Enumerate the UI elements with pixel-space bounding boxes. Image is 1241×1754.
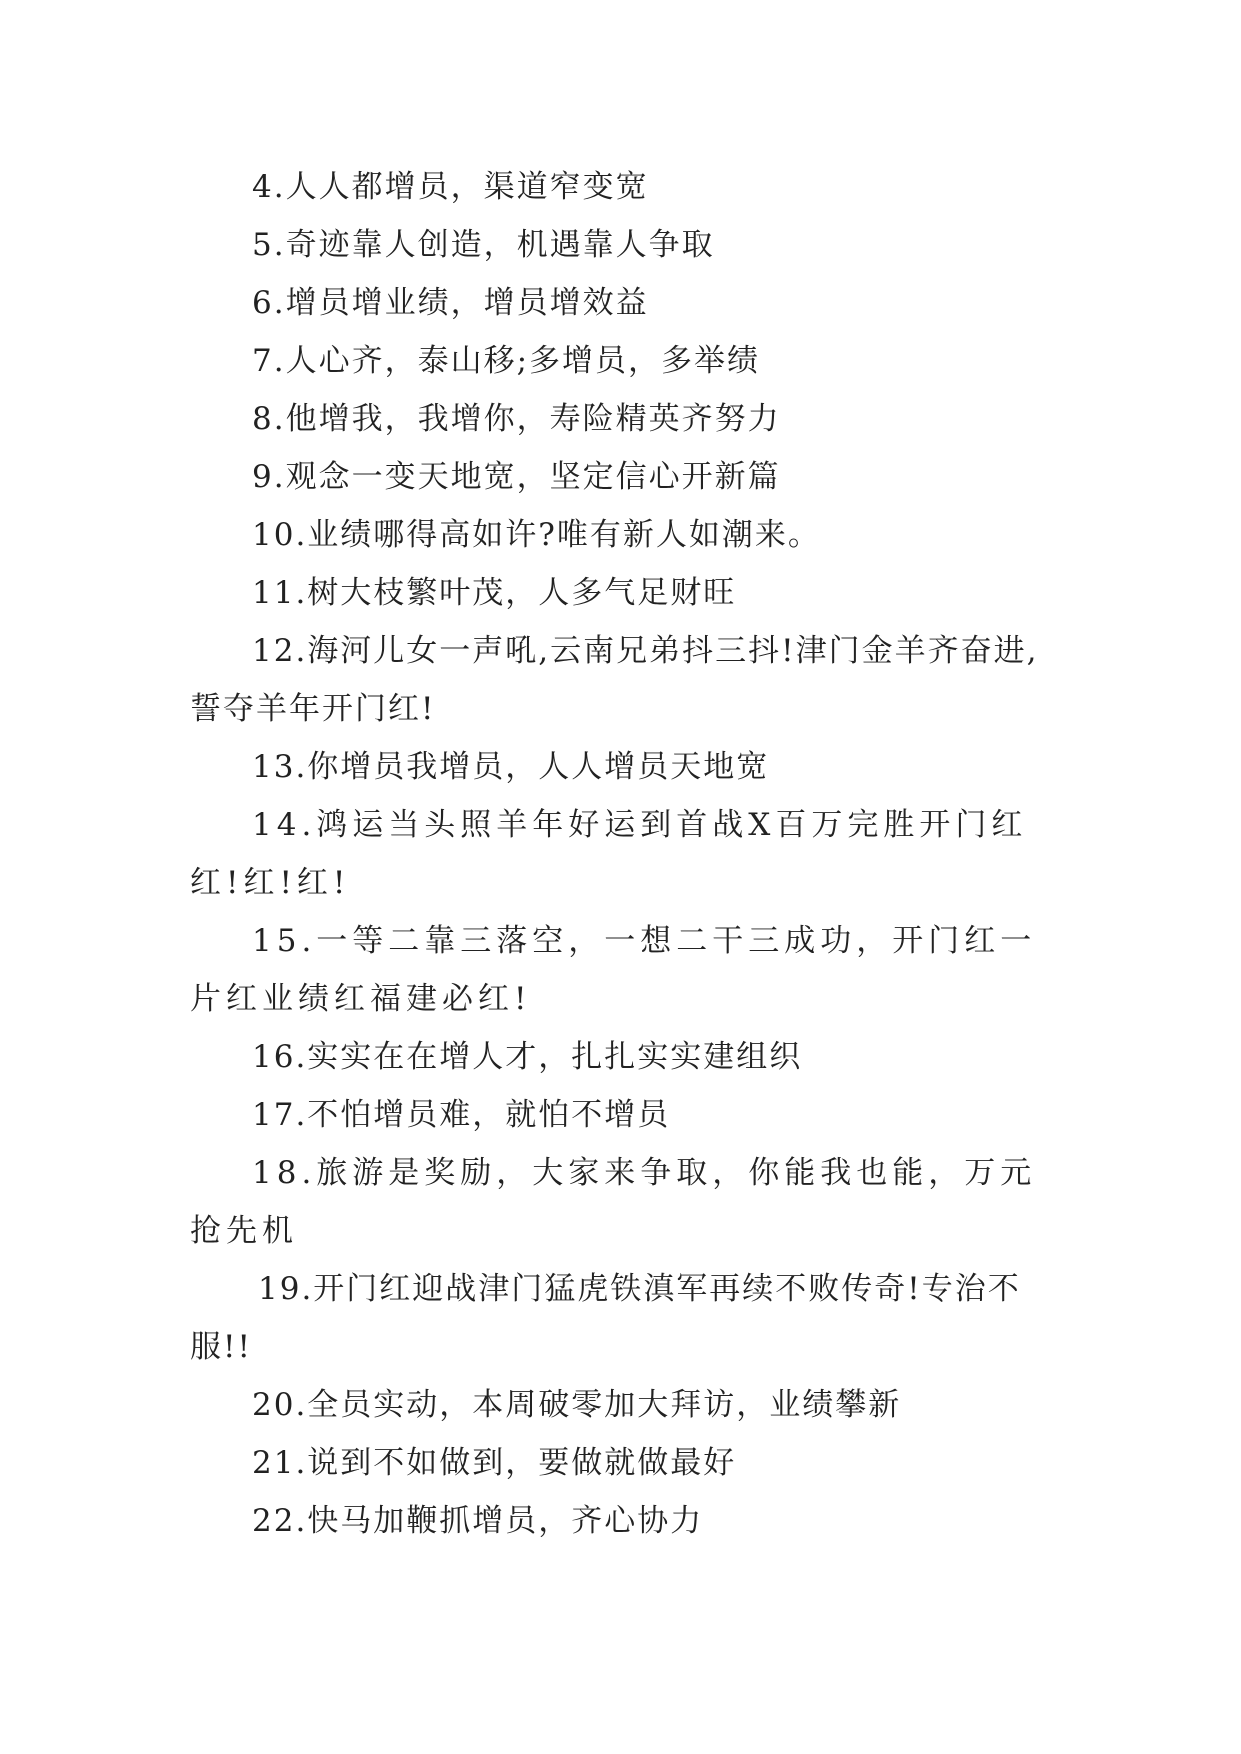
list-item: 11.树大枝繁叶茂，人多气足财旺: [252, 575, 737, 611]
list-item: 4.人人都增员，渠道窄变宽: [252, 169, 649, 205]
list-item: 18.旅游是奖励，大家来争取，你能我也能，万元抢先机: [190, 1155, 1037, 1249]
list-item: 12.海河儿女一声吼,云南兄弟抖三抖!津门金羊齐奋进,誓夺羊年开门红!: [190, 633, 1039, 727]
document-body: [190, 158, 1050, 1550]
list-item: 13.你增员我增员，人人增员天地宽: [252, 749, 770, 785]
list-item: 14.鸿运当头照羊年好运到首战X百万完胜开门红红!红!红!: [190, 807, 1028, 901]
list-item: 5.奇迹靠人创造，机遇靠人争取: [252, 227, 715, 263]
list-item: 17.不怕增员难，就怕不增员: [252, 1097, 671, 1133]
list-item: 22.快马加鞭抓增员，齐心协力: [252, 1503, 704, 1539]
list-item: 15.一等二靠三落空，一想二干三成功，开门红一片红业绩红福建必红!: [190, 923, 1037, 1017]
list-item: 9.观念一变天地宽，坚定信心开新篇: [252, 459, 781, 495]
list-item: 7.人心齐，泰山移;多增员，多举绩: [252, 343, 761, 379]
list-item: 20.全员实动，本周破零加大拜访，业绩攀新: [252, 1387, 902, 1423]
list-item: 6.增员增业绩，增员增效益: [252, 285, 649, 321]
list-item: 16.实实在在增人才，扎扎实实建组织: [252, 1039, 803, 1075]
list-item: 10.业绩哪得高如许?唯有新人如潮来。: [252, 517, 821, 553]
list-item: 19.开门红迎战津门猛虎铁滇军再续不败传奇!专治不服!!: [190, 1271, 1021, 1365]
list-item: 8.他增我，我增你，寿险精英齐努力: [252, 401, 781, 437]
list-item: 21.说到不如做到，要做就做最好: [252, 1445, 737, 1481]
